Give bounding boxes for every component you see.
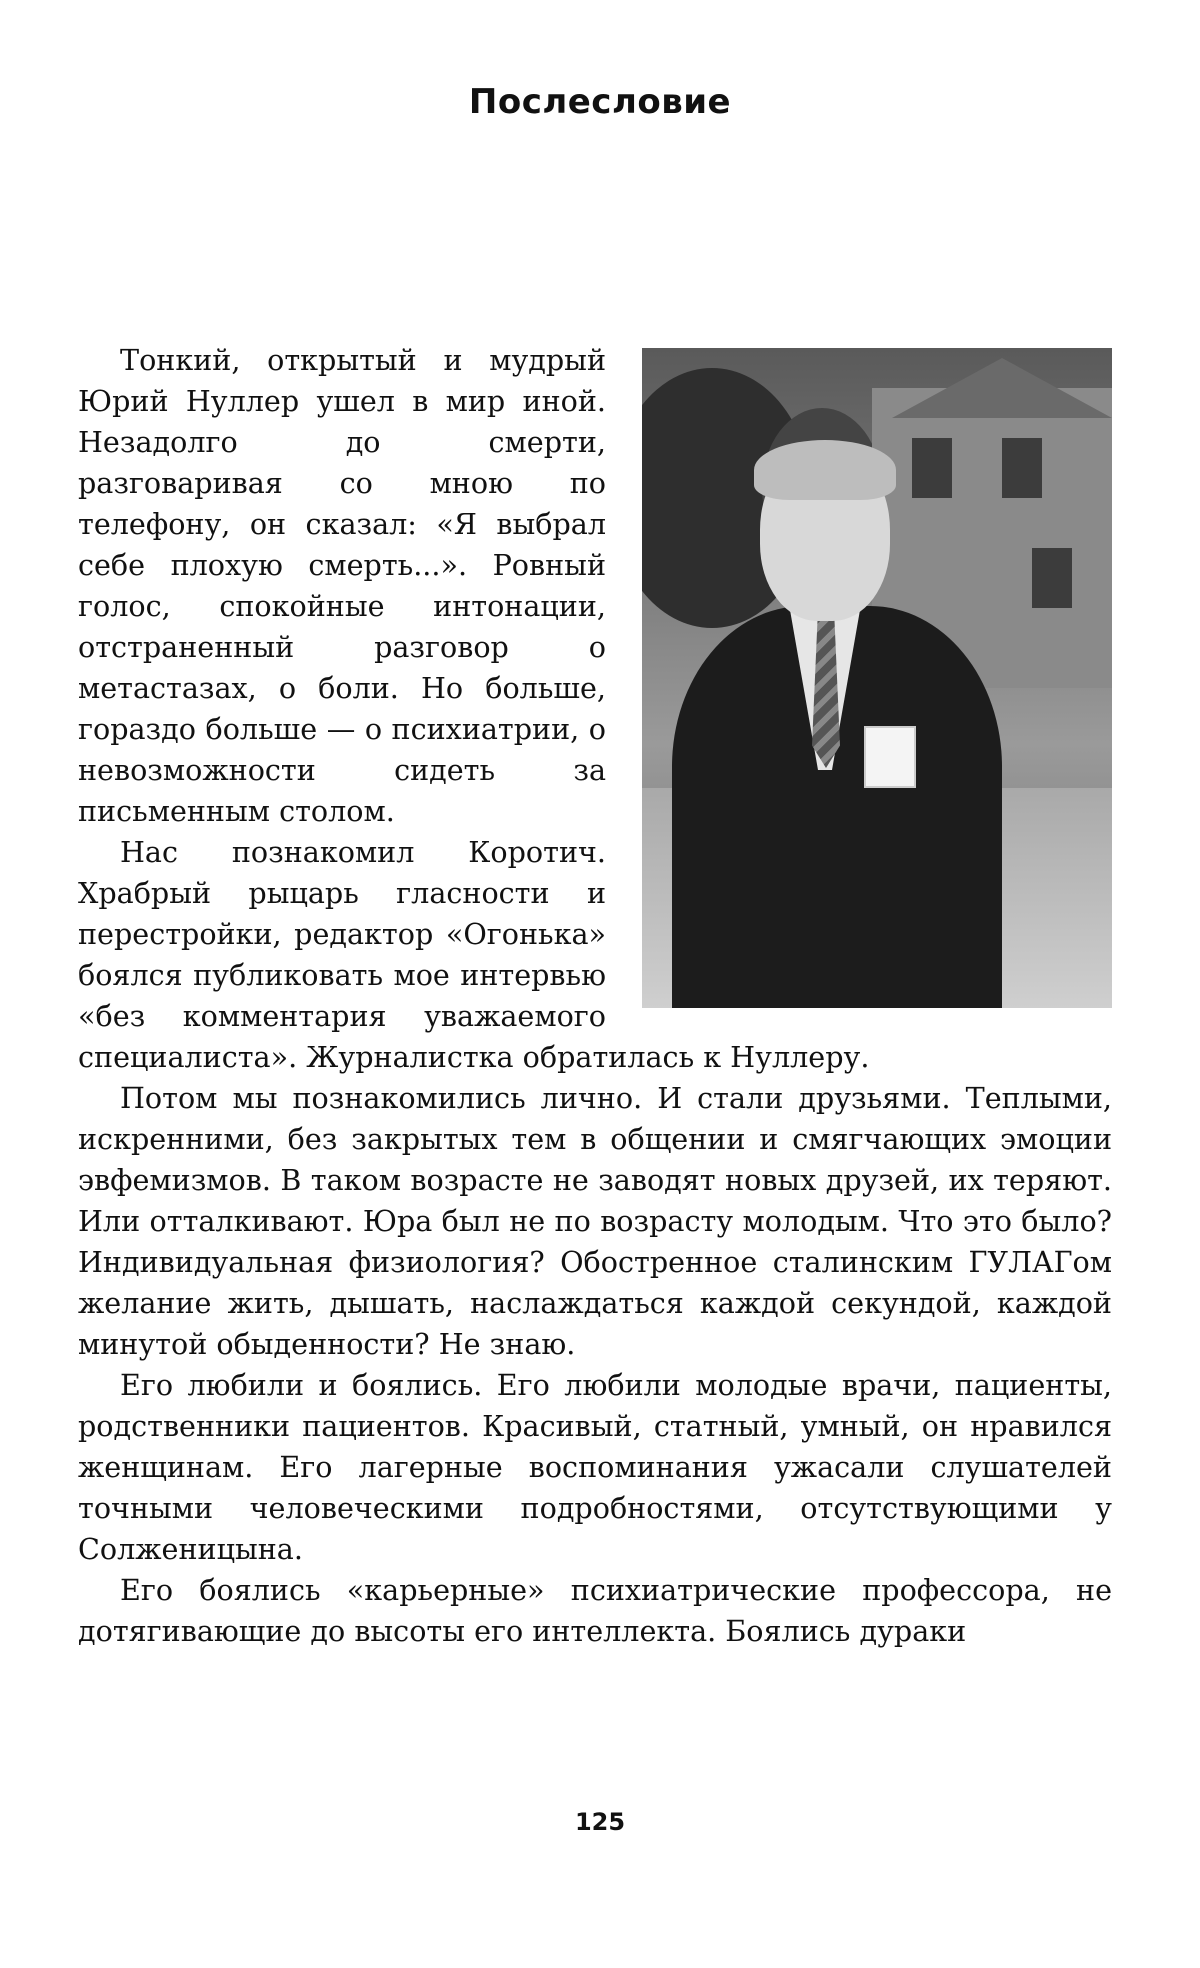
- portrait-photo: [642, 348, 1112, 1008]
- paragraph: Тонкий, открытый и мудрый Юрий Нуллер ушел в мир иной. Незадолго до смерти, разговаривая со мною по телефону, он сказал: «Я выбрал себе плохую смерть...». Ровный голос, спокойные интонации, отстраненный разговор о метастазах, о боли. Но больше, гораздо больше — о психиатрии, о невозможности сидеть за письменным столом.: [78, 343, 606, 828]
- photo-window: [1002, 438, 1042, 498]
- photo-hair: [754, 440, 896, 500]
- page-title: Послесловие: [468, 82, 732, 122]
- paragraph: Нас познакомил Коротич. Храбрый рыцарь гласности и перестройки, редактор «Огонька» боялся публиковать мое интервью «без комментария уважаемого специалиста». Журналистка обратилась к Нуллеру.: [78, 835, 870, 1074]
- page-number: 125: [574, 1808, 626, 1836]
- paragraph: Его любили и боялись. Его любили молодые врачи, пациенты, родственники пациентов. Красивый, статный, умный, он нравился женщинам. Его лагерные воспоминания ужасали слушателей точными человеческими подробностями, отсутствующими у Солженицына.: [78, 1368, 1112, 1566]
- photo-name-badge: [864, 726, 916, 788]
- photo-window: [1032, 548, 1072, 608]
- paragraph: Его боялись «карьерные» психиатрические профессора, не дотягивающие до высоты его интеллекта. Боялись дураки: [78, 1573, 1112, 1648]
- photo-roof: [892, 358, 1112, 418]
- photo-window: [912, 438, 952, 498]
- text-block: [78, 340, 1112, 1652]
- paragraph: Потом мы познакомились лично. И стали друзьями. Теплыми, искренними, без закрытых тем в общении и смягчающих эмоции эвфемизмов. В таком возрасте не заводят новых друзей, их теряют. Или отталкивают. Юра был не по возрасту молодым. Что это было? Индивидуальная физиология? Обостренное сталинским ГУЛАГом желание жить, дышать, наслаждаться каждой секундой, каждой минутой обыденности? Не знаю.: [78, 1081, 1112, 1361]
